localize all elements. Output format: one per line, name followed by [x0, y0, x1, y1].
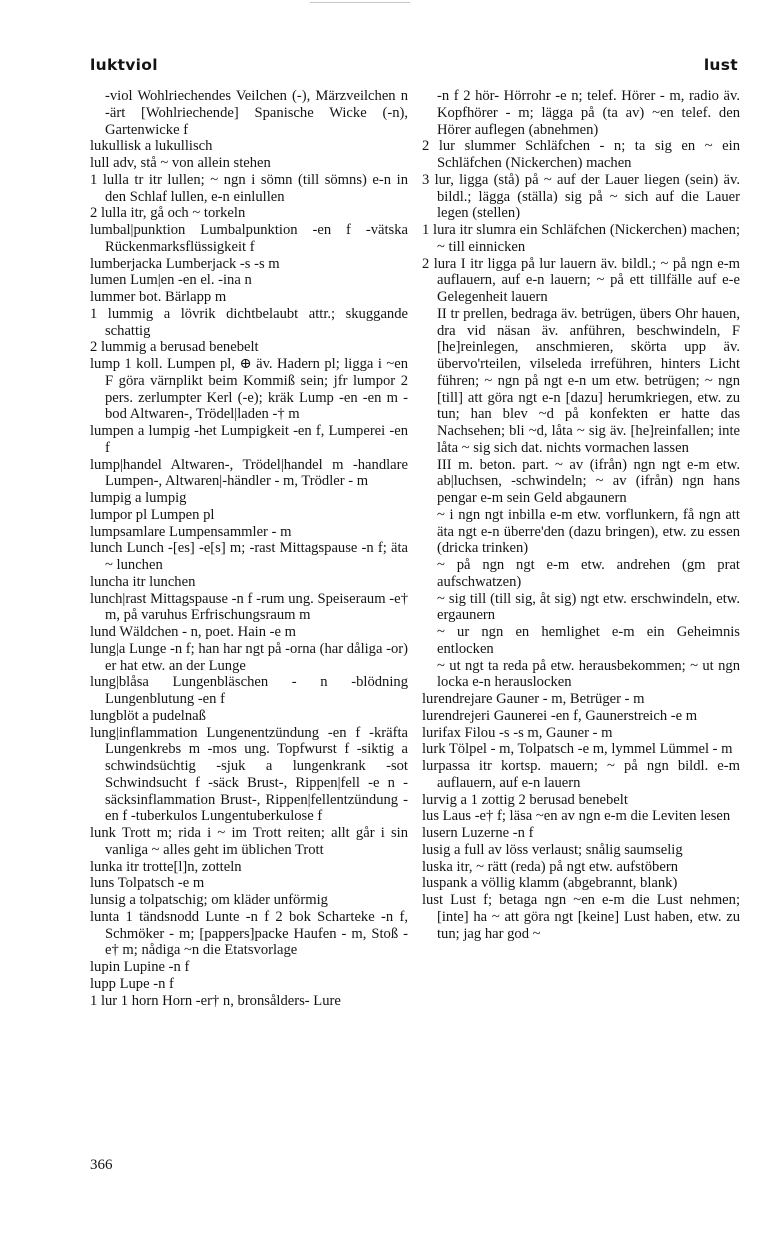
dictionary-entry: lund Wäldchen - n, poet. Hain -e m: [90, 624, 297, 640]
dictionary-entry: lukullisk a lukullisch: [90, 138, 213, 155]
dictionary-entry: lump|handel Altwaren-, Trödel|handel m -handlare Lumpen-, Altwaren|-händler - m, Trödler - m: [90, 456, 408, 490]
dictionary-entry: lull adv, stå ~ von allein stehen: [90, 155, 271, 171]
dictionary-entry: lumpig a lumpig: [90, 490, 187, 506]
dictionary-entry: lumpor pl Lumpen pl: [90, 506, 215, 523]
dictionary-entry: lurpassa itr kortsp. mauern; ~ på ngn bildl. e-m auflauern, auf e-n lauern: [422, 758, 740, 791]
dictionary-subentry: III m. beton. part. ~ av (ifrån) ngn ngt e-m etw. ab|luchsen, -schwindeln; ~ av (ifrån) ngn hans pengar e-m sein Geld abgaunern: [437, 456, 740, 506]
dictionary-subentry: ~ i ngn ngt inbilla e-m etw. vorflunkern, få ngn att äta ngt e-n überre'den (dazu bringen), etw. zu essen (dricka trinken): [437, 506, 740, 557]
dictionary-entry: lupin Lupine -n f: [90, 959, 190, 975]
dictionary-entry: lurendrejare Gauner - m, Betrüger - m: [422, 691, 645, 707]
guide-word-left: luktviol: [90, 56, 158, 74]
dictionary-entry: lumberjacka Lumberjack -s -s m: [90, 255, 280, 272]
dictionary-entry: lumpsamlare Lumpensammler - m: [90, 523, 292, 540]
dictionary-entry: lumpen a lumpig -het Lumpigkeit -en f, Lumperei -en f: [90, 423, 408, 456]
dictionary-entry: luspank a völlig klamm (abgebrannt, blank): [422, 875, 678, 892]
dictionary-subentry: ~ ut ngt ta reda på etw. herausbekommen; ~ ut ngn locka e-n herauslocken: [437, 657, 740, 691]
dictionary-entry: lurvig a 1 zottig 2 berusad benebelt: [422, 791, 628, 808]
dictionary-subentry: II tr prellen, bedraga äv. betrügen, übers Ohr hauen, dra vid näsan äv. anführen, beschwindeln, F [he]reinlegen, anschmieren, skörta upp äv. übervo'rteilen, vilseleda irreführen, hinters Licht führen; ~ ngn på ngt e-n um etw. betrügen; ~ ngn [till] att göra ngt e-n [dazu] herumkriegen, etw. zu tun; han blev ~d på konfekten er hatte das Nachsehen; bli ~d, låta ~ sig äv. [he]reinfallen; inte låta ~ sig sich dat. nichts vormachen lassen: [437, 305, 740, 456]
dictionary-entry: lummer bot. Bärlapp m: [90, 289, 227, 305]
dictionary-entry: lurendrejeri Gaunerei -en f, Gaunerstreich -e m: [422, 707, 698, 724]
guide-word-right: lust: [703, 56, 738, 74]
dictionary-entry: 1 lur 1 horn Horn -er† n, bronsålders- Lure: [90, 992, 341, 1009]
dictionary-entry: lungblöt a pudelnaß: [90, 707, 206, 724]
page-number: 366: [90, 1157, 113, 1173]
left-column: [90, 88, 408, 1009]
dictionary-entry: lung|blåsa Lungenbläschen - n -blödning Lungenblutung -en f: [90, 674, 408, 707]
dictionary-entry: lunta 1 tändsnodd Lunte -n f 2 bok Scharteke -n f, Schmöker - m; [pappers]packe Haufen - m, Stoß -e† m; nådiga ~n die Etatsvorlage: [90, 908, 408, 959]
dictionary-entry: lurk Tölpel - m, Tolpatsch -e m, lymmel Lümmel - m: [422, 741, 733, 758]
dictionary-entry: lunch|rast Mittagspause -n f -rum ung. Speiseraum -e† m, på varuhus Erfrischungsraum m: [90, 590, 408, 624]
dictionary-entry: 2 lura I itr ligga på lur lauern äv. bildl.; ~ på ngn e-m auflauern, auf e-n lauern; ~ på ett tillfälle auf e-e Gelegenheit lauern: [422, 255, 740, 305]
dictionary-entry: 2 lulla itr, gå och ~ torkeln: [90, 205, 246, 222]
dictionary-entry: 1 lulla tr itr lullen; ~ ngn i sömn (till sömns) e-n in den Schlaf lullen, e-n einlullen: [90, 171, 408, 205]
dictionary-subentry: ~ ur ngn en hemlighet e-m ein Geheimnis entlocken: [437, 624, 740, 657]
dictionary-entry: 3 lur, ligga (stå) på ~ auf der Lauer liegen (sein) äv. bildl.; lägga (ställa) sig på ~ sich auf die Lauer legen (stellen): [422, 171, 740, 222]
dictionary-entry: -n f 2 hör- Hörrohr -e n; telef. Hörer - m, radio äv. Kopfhörer - m; lägga på (ta av) ~en telef. den Hörer auflegen (abnehmen): [437, 88, 740, 138]
dictionary-entry: lung|inflammation Lungenentzündung -en f -kräfta Lungenkrebs m -mos ung. Topfwurst f -siktig a schwindsüchtig -sjuk a lungenkrank -sot Schwindsucht f -säck Brust-, Rippen|fell -e n -säcksinflammation Brust-, Rippen|fellentzündung -en f -tuberkulos Lungentuberkulose f: [90, 724, 408, 825]
dictionary-entry: lung|a Lunge -n f; han har ngt på -orna (har dåliga -or) er hat etw. an der Lunge: [90, 640, 408, 674]
dictionary-entry: -viol Wohlriechendes Veilchen (-), Märzveilchen n -ärt [Wohlriechende] Spanische Wicke (-n), Gartenwicke f: [105, 88, 408, 138]
dictionary-entry: luncha itr lunchen: [90, 573, 196, 590]
dictionary-subentry: ~ på ngn ngt e-m etw. andrehen (gm prat aufschwatzen): [437, 557, 740, 590]
dictionary-entry: lunsig a tolpatschig; om kläder unförmig: [90, 892, 328, 908]
dictionary-entry: lurifax Filou -s -s m, Gauner - m: [422, 724, 613, 741]
dictionary-entry: lus Laus -e† f; läsa ~en av ngn e-m die Leviten lesen: [422, 808, 731, 825]
dictionary-entry: lupp Lupe -n f: [90, 975, 174, 992]
dictionary-entry: lumbal|punktion Lumbalpunktion -en f -vätska Rückenmarksflüssigkeit f: [90, 222, 408, 255]
dictionary-entry: lusern Luzerne -n f: [422, 825, 534, 841]
right-column: [422, 88, 740, 942]
top-rule: [310, 2, 410, 3]
dictionary-entry: lunch Lunch -[es] -e[s] m; -rast Mittagspause -n f; äta ~ lunchen: [90, 540, 408, 573]
dictionary-entry: 2 lur slummer Schläfchen - n; ta sig en ~ ein Schläfchen (Nickerchen) machen: [422, 138, 740, 171]
dictionary-entry: 1 lura itr slumra ein Schläfchen (Nickerchen) machen; ~ till einnicken: [422, 222, 740, 255]
dictionary-entry: lunka itr trotte[l]n, zotteln: [90, 858, 242, 875]
dictionary-entry: lumen Lum|en -en el. -ina n: [90, 272, 252, 289]
dictionary-entry: 1 lummig a lövrik dichtbelaubt attr.; skuggande schattig: [90, 305, 408, 339]
dictionary-entry: lump 1 koll. Lumpen pl, ⊕ äv. Hadern pl; ligga i ~en F göra värnplikt beim Kommiß sein; jfr lumpor 2 pers. zerlumpter Kerl (-e); kräk Lump -en -en m -bod Altwaren-, Trödel|laden -† m: [90, 356, 408, 423]
dictionary-entry: lusig a full av löss verlaust; snålig saumselig: [422, 841, 683, 858]
dictionary-entry: 2 lummig a berusad benebelt: [90, 339, 259, 356]
dictionary-entry: lunk Trott m; rida i ~ im Trott reiten; allt går i sin vanliga ~ alles geht im üblichen Trott: [90, 825, 408, 858]
dictionary-entry: luns Tolpatsch -e m: [90, 875, 205, 892]
dictionary-entry: luska itr, ~ rätt (reda) på ngt etw. aufstöbern: [422, 858, 678, 875]
dictionary-subentry: ~ sig till (till sig, åt sig) ngt etw. erschwindeln, etw. ergaunern: [437, 590, 740, 624]
dictionary-entry: lust Lust f; betaga ngn ~en e-m die Lust nehmen; [inte] ha ~ att göra ngt [keine] Lust haben, etw. zu tun; jag har god ~: [422, 892, 740, 942]
